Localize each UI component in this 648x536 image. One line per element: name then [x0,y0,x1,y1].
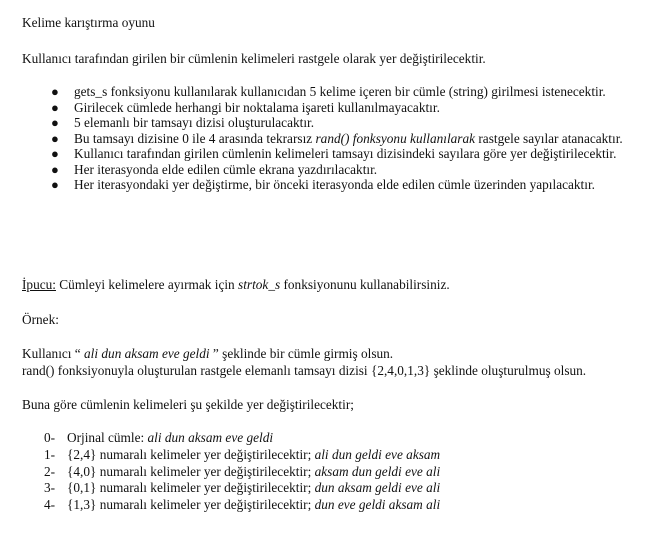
hint-label: İpucu: [22,277,56,292]
italic-phrase: rand() fonksyonu kullanılarak [315,130,476,146]
list-item: ● gets_s fonksiyonu kullanılarak kullanıcıdan 5 kelime içeren bir cümle (string) girilmesi istenecektir. [51,84,606,99]
list-item: ● Her iterasyonda elde edilen cümle ekrana yazdırılacaktır. [51,161,378,177]
example-outro: Buna göre cümlenin kelimeleri şu şekilde yer değiştirilecektir; [22,397,354,412]
requirements-list [51,84,628,193]
example-sentence: ali dun aksam eve geldi [84,346,210,361]
list-item: ● Girilecek cümlede herhangi bir noktalama işareti kullanılmayacaktır. [51,99,440,115]
hint-paragraph: İpucu: Cümleyi kelimelere ayırmak için strtok_s fonksiyonunu kullanabilirsiniz. [22,277,450,292]
example-steps [44,430,440,514]
example-step: 3- {0,1} numaralı kelimeler yer değiştirilecektir; dun aksam geldi eve ali [44,480,441,496]
example-intro: Kullanıcı “ ali dun aksam eve geldi ” şeklinde bir cümle girmiş olsun. [22,346,394,361]
list-item: ● Her iterasyondaki yer değiştirme, bir önceki iterasyonda elde edilen cümle üzerinden yapılacaktır. [51,177,595,192]
list-item: ● 5 elemanlı bir tamsayı dizisi oluşturulacaktır. [51,115,315,130]
list-item: ● Kullanıcı tarafından girilen cümlenin kelimeleri tamsayı dizisindeki sayılara göre yer değiştirilecektir. [51,146,617,161]
example-heading: Örnek: [22,312,59,327]
bullet-icon: ● [51,130,59,146]
bullet-icon: ● [51,99,59,115]
bullet-icon: ● [51,146,59,161]
bullet-icon: ● [51,115,59,130]
example-step: 1- {2,4} numaralı kelimeler yer değiştirilecektir; ali dun geldi eve aksam [44,446,441,462]
bullet-icon: ● [51,177,59,192]
example-step: 0- Orjinal cümle: ali dun aksam eve geldi [44,430,274,445]
example-step: 4- {1,3} numaralı kelimeler yer değiştirilecektir; dun eve geldi aksam ali [44,497,441,513]
function-name: strtok_s [238,277,281,292]
bullet-icon: ● [51,161,59,177]
intro-paragraph: Kullanıcı tarafından girilen bir cümlenin kelimeleri rastgele olarak yer değiştirilecektir. [22,51,486,66]
example-array-paragraph: rand() fonksiyonuyla oluşturulan rastgele elemanlı tamsayı dizisi {2,4,0,1,3} şeklinde oluşturulmuş olsun. [22,363,587,378]
example-step: 2- {4,0} numaralı kelimeler yer değiştirilecektir; aksam dun geldi eve ali [44,463,441,479]
list-item: ● Bu tamsayı dizisine 0 ile 4 arasında tekrarsız rand() fonksyonu kullanılarak rastgele sayılar atanacaktır. [51,130,623,146]
bullet-icon: ● [51,84,59,99]
document-title: Kelime karıştırma oyunu [22,15,155,30]
